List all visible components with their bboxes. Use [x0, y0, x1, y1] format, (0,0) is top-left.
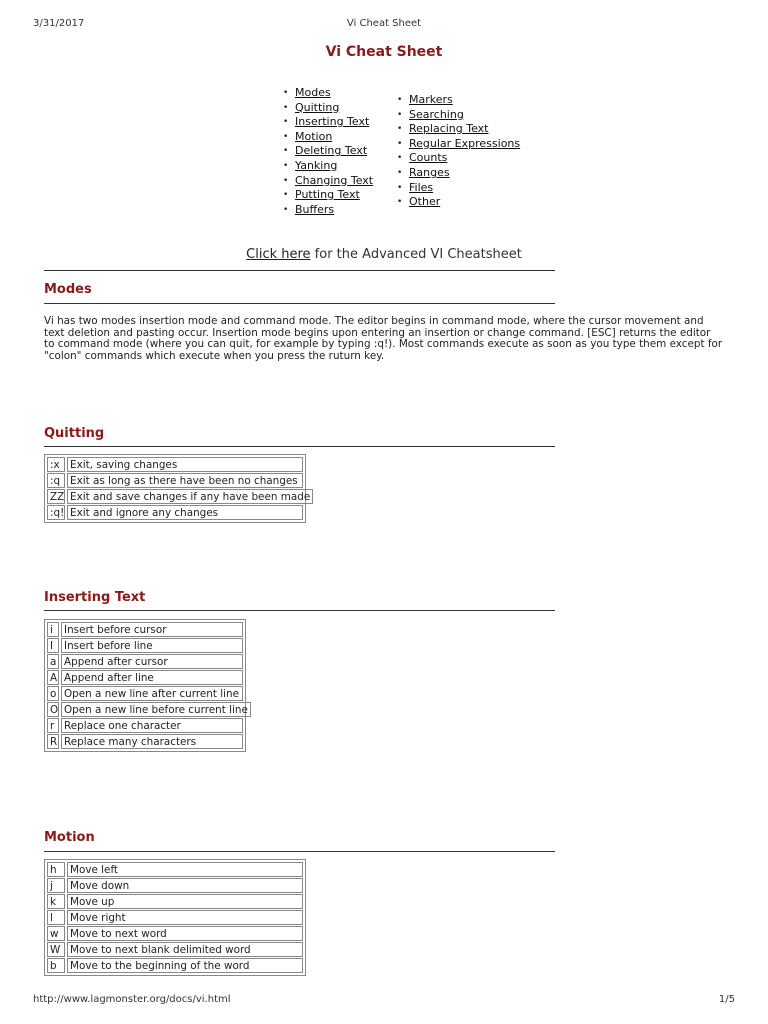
command-key: A [47, 670, 59, 685]
command-description: Move right [67, 910, 303, 925]
toc-link-yanking[interactable]: Yanking [295, 158, 338, 172]
inserting-text-table [44, 619, 246, 752]
print-date: 3/31/2017 [33, 18, 85, 29]
command-description: Insert before cursor [61, 622, 243, 637]
toc-link-searching[interactable]: Searching [409, 107, 464, 121]
section-heading-quitting: Quitting [44, 426, 105, 441]
command-key: j [47, 878, 65, 893]
command-key: i [47, 622, 59, 637]
print-footer-url: http://www.lagmonster.org/docs/vi.html [33, 994, 231, 1005]
toc-link-counts[interactable]: Counts [409, 151, 448, 165]
toc-item [281, 144, 373, 159]
table-row [47, 654, 243, 669]
command-description: Open a new line before current line [61, 702, 251, 717]
toc-item [395, 166, 520, 181]
table-row [47, 878, 303, 893]
toc-link-putting-text[interactable]: Putting Text [295, 188, 360, 202]
command-key: :x [47, 457, 65, 472]
toc-item [281, 115, 373, 130]
command-key: k [47, 894, 65, 909]
toc-item [281, 188, 373, 203]
advanced-cheatsheet-line [0, 247, 768, 262]
toc-item [395, 122, 520, 137]
divider [44, 303, 555, 304]
advanced-cheatsheet-text: for the Advanced VI Cheatsheet [310, 247, 522, 262]
command-description: Exit, saving changes [67, 457, 303, 472]
command-description: Exit and ignore any changes [67, 505, 303, 520]
command-key: o [47, 686, 59, 701]
toc-item [281, 159, 373, 174]
command-key: R [47, 734, 59, 749]
command-key: :q! [47, 505, 65, 520]
toc-item [395, 181, 520, 196]
toc-link-quitting[interactable]: Quitting [295, 100, 340, 114]
divider [44, 270, 555, 271]
quitting-table [44, 454, 311, 523]
toc-link-ranges[interactable]: Ranges [409, 165, 450, 179]
toc-item [281, 203, 373, 218]
command-description: Move to next word [67, 926, 303, 941]
table-row [47, 910, 303, 925]
command-key: :q [47, 473, 65, 488]
command-description: Move left [67, 862, 303, 877]
table-row [47, 457, 303, 472]
command-description: Exit as long as there have been no changes [67, 473, 303, 488]
command-description: Exit and save changes if any have been made [67, 489, 313, 504]
table-row [47, 638, 243, 653]
toc-item [281, 130, 373, 145]
motion-table [44, 859, 306, 976]
toc-link-modes[interactable]: Modes [295, 86, 331, 99]
toc-item [281, 86, 373, 101]
print-page-number: 1/5 [718, 994, 735, 1005]
command-description: Move to the beginning of the word [67, 958, 303, 973]
section-heading-motion: Motion [44, 830, 95, 845]
advanced-cheatsheet-link[interactable]: Click here [246, 247, 311, 262]
table-row [47, 942, 303, 957]
toc-link-regular-expressions[interactable]: Regular Expressions [409, 136, 521, 150]
print-header-title: Vi Cheat Sheet [346, 18, 422, 29]
toc-item [281, 101, 373, 116]
toc-link-other[interactable]: Other [409, 195, 441, 209]
command-description: Move to next blank delimited word [67, 942, 303, 957]
table-row [47, 670, 243, 685]
divider [44, 610, 555, 611]
command-description: Open a new line after current line [61, 686, 243, 701]
divider [44, 446, 555, 447]
command-key: W [47, 942, 65, 957]
command-key: l [47, 910, 65, 925]
command-description: Insert before line [61, 638, 243, 653]
command-key: h [47, 862, 65, 877]
command-key: I [47, 638, 59, 653]
table-row [47, 734, 243, 749]
toc-item [395, 195, 520, 210]
table-row [47, 862, 303, 877]
table-row [47, 958, 303, 973]
command-description: Move down [67, 878, 303, 893]
toc-link-changing-text[interactable]: Changing Text [295, 173, 374, 187]
table-row [47, 473, 303, 488]
command-description: Replace many characters [61, 734, 243, 749]
toc-item [281, 174, 373, 189]
toc-link-buffers[interactable]: Buffers [295, 202, 335, 216]
toc-link-motion[interactable]: Motion [295, 129, 333, 143]
table-row [47, 894, 303, 909]
command-key: b [47, 958, 65, 973]
toc-item [395, 93, 520, 108]
command-description: Move up [67, 894, 303, 909]
toc-link-replacing-text[interactable]: Replacing Text [409, 122, 489, 136]
command-key: r [47, 718, 59, 733]
table-row [47, 926, 303, 941]
command-key: O [47, 702, 59, 717]
toc-item [395, 108, 520, 123]
table-row [47, 489, 311, 504]
divider [44, 851, 555, 852]
command-key: a [47, 654, 59, 669]
command-key: w [47, 926, 65, 941]
command-key: ZZ [47, 489, 65, 504]
toc-item [395, 151, 520, 166]
toc-link-deleting-text[interactable]: Deleting Text [295, 144, 368, 158]
command-description: Replace one character [61, 718, 243, 733]
toc-item [395, 137, 520, 152]
command-description: Append after cursor [61, 654, 243, 669]
modes-description: Vi has two modes insertion mode and command mode. The editor begins in command mode, where the cursor movement and text deletion and pasting occur. Insertion mode begins upon entering an insertion or change command. [ESC] returns the editor to command mode (where you can quit, for example by typing :q!). Most commands execute as soon as you type them except for "colon" commands which execute when you press the ruturn key. [44, 315, 723, 362]
table-row [47, 622, 243, 637]
section-heading-modes: Modes [44, 282, 92, 297]
command-description: Append after line [61, 670, 243, 685]
toc-link-files[interactable]: Files [409, 180, 434, 194]
toc-right-list [395, 93, 520, 210]
toc-link-markers[interactable]: Markers [409, 93, 453, 106]
section-heading-inserting-text: Inserting Text [44, 590, 146, 605]
table-row [47, 686, 243, 701]
toc-left-list [281, 86, 373, 217]
table-row [47, 505, 303, 520]
page-title: Vi Cheat Sheet [325, 44, 443, 60]
table-row [47, 702, 248, 717]
table-row [47, 718, 243, 733]
toc-link-inserting-text[interactable]: Inserting Text [295, 115, 370, 129]
